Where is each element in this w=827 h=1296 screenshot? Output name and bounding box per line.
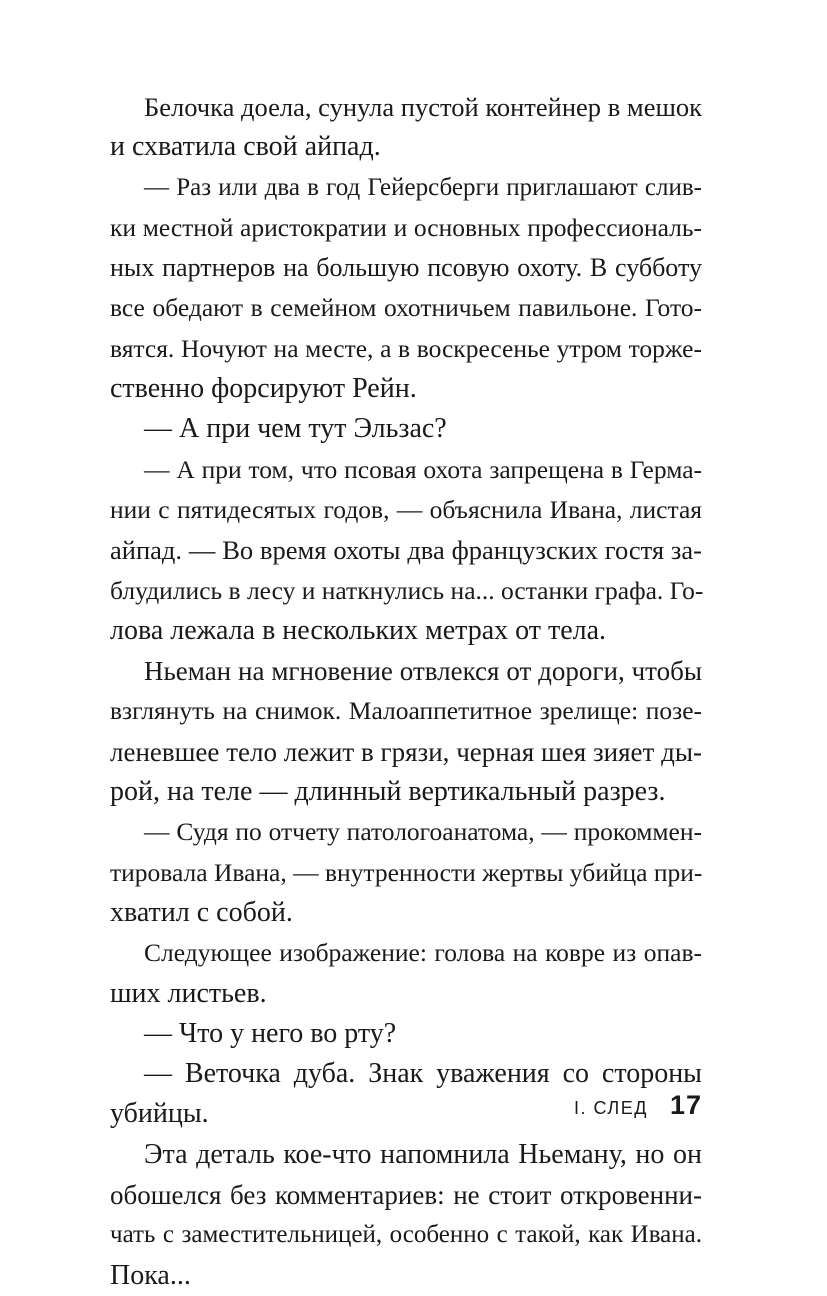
text-line: хватил с собой. (110, 896, 293, 928)
text-line: Эта деталь кое-что напомнила Ньеману, но он (144, 1138, 702, 1170)
text-line: убийцы. (110, 1098, 209, 1130)
text-line: блудились в лесу и наткнулись на... останки графа. Го- (110, 575, 704, 605)
text-line: ственно форсируют Рейн. (110, 373, 417, 405)
text-line: рой, на теле — длинный вертикальный разрез. (110, 776, 666, 808)
text-line: чать с заместительницей, особенно с такой, как Ивана. (110, 1221, 702, 1249)
text-line: лова лежала в нескольких метрах от тела. (110, 614, 607, 646)
text-line: Пока... (110, 1259, 191, 1291)
text-line: — А при том, что псовая охота запрещена в Герма- (144, 454, 702, 484)
page-number: 17 (669, 1090, 702, 1120)
text-line: — Раз или два в год Гейерсберги приглашают слив- (144, 173, 702, 201)
text-line: вятся. Ночуют на месте, а в воскресенье утром торже- (110, 333, 702, 363)
text-line: нии с пятидесятых годов, — объяснила Ивана, листая (110, 494, 702, 524)
text-line: — Судя по отчету патологоанатома, — прокоммен- (144, 817, 702, 847)
text-line: тировала Ивана, — внутренности жертвы убийца при- (110, 857, 703, 887)
text-line: взглянуть на снимок. Малоаппетитное зрелище: позе- (110, 696, 702, 726)
text-line: ших листьев. (110, 977, 267, 1009)
text-line: ных партнеров на большую псовую охоту. В субботу (110, 253, 702, 283)
text-line: леневшее тело лежит в грязи, черная шея зияет ды- (110, 736, 702, 767)
text-line: все обедают в семейном охотничьем павильоне. Гото- (110, 293, 702, 323)
text-line: обошелся без комментариев: не стоит откровенни- (110, 1180, 702, 1211)
page-footer (574, 1090, 702, 1121)
text-line: — Что у него во рту? (144, 1017, 397, 1049)
text-line: Белочка доела, сунула пустой контейнер в мешок (144, 92, 702, 122)
text-line: — А при чем тут Эльзас? (144, 413, 447, 445)
text-line: — Веточка дуба. Знак уважения со стороны (144, 1058, 702, 1090)
text-line: Следующее изображение: голова на ковре из опав- (144, 938, 702, 968)
text-line: айпад. — Во время охоты два французских гостя за- (110, 535, 702, 566)
text-line: Ньеман на мгновение отвлекся от дороги, чтобы (144, 656, 702, 687)
text-line: и схватила свой айпад. (110, 131, 381, 163)
text-line: ки местной аристократии и основных профессиональ- (110, 212, 702, 242)
running-head: I. СЛЕД (574, 1098, 648, 1118)
